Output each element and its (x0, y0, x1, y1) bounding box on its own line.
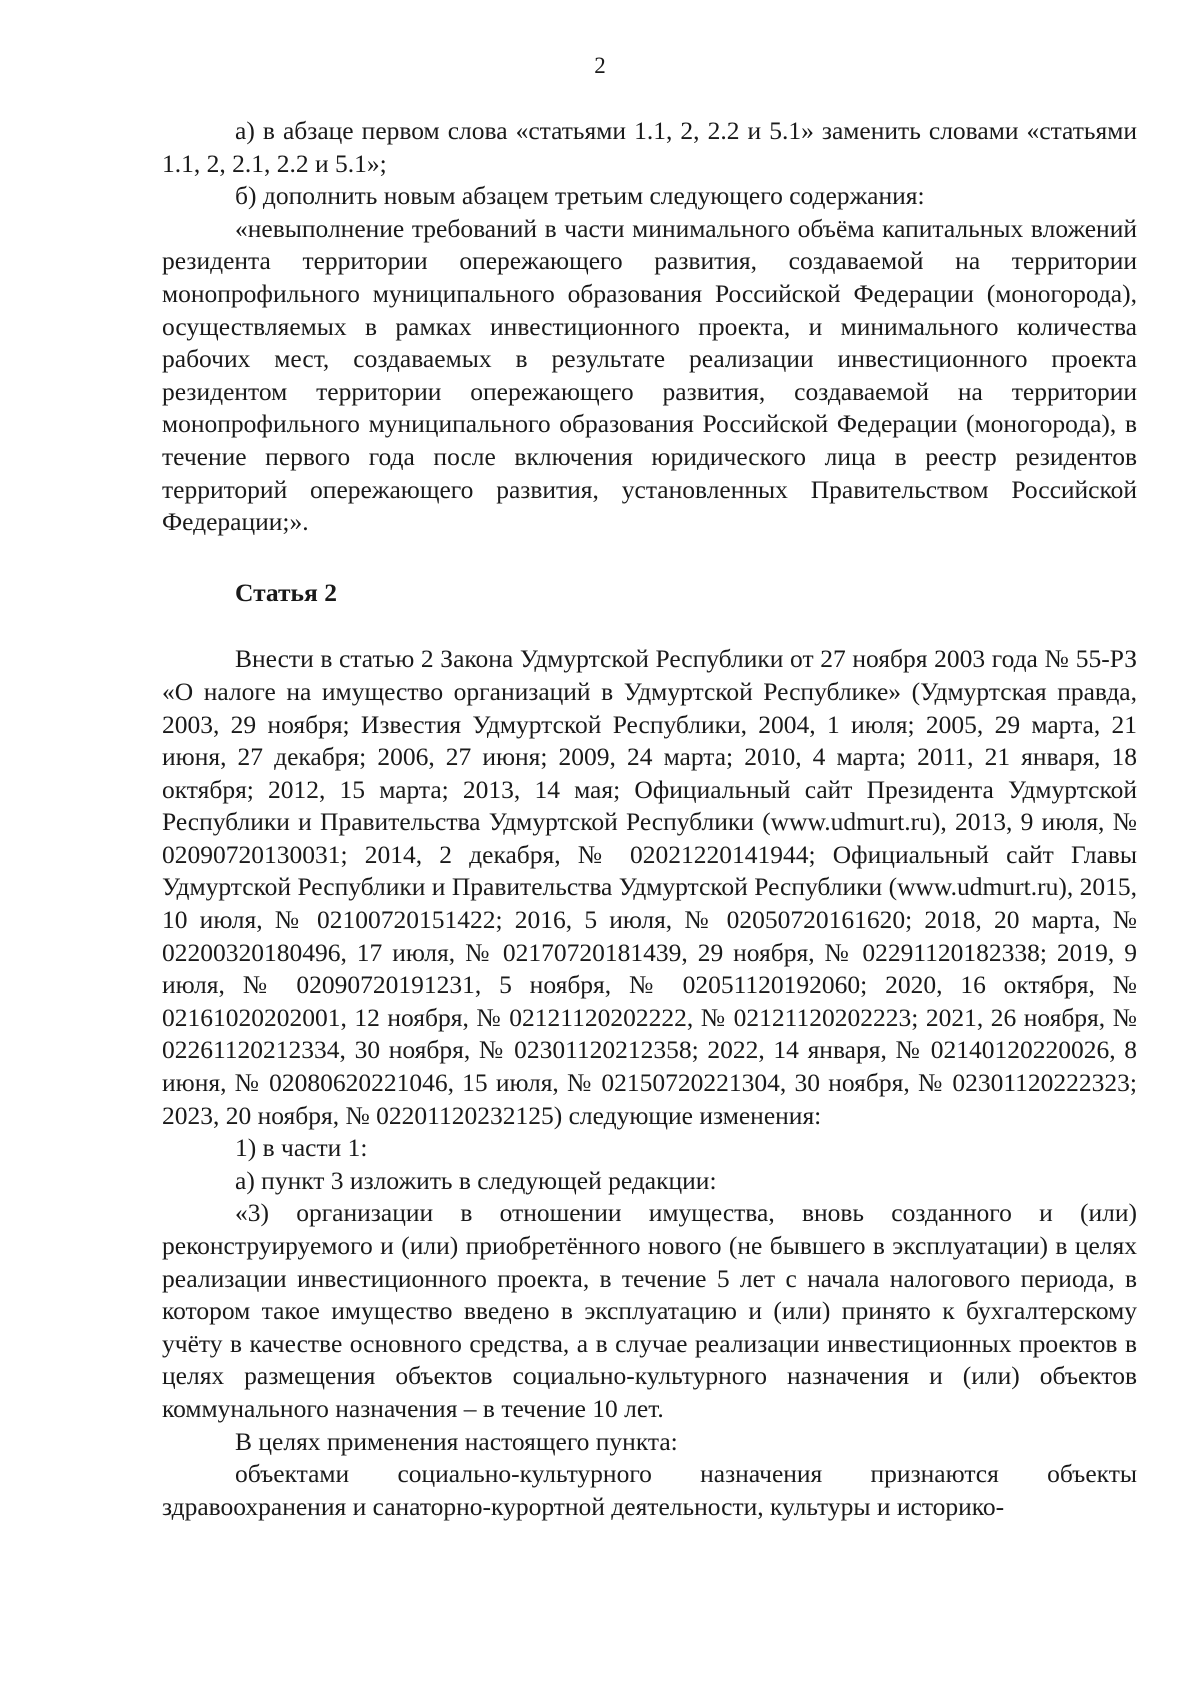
amendment-intro-paragraph: Внести в статью 2 Закона Удмуртской Республики от 27 ноября 2003 года № 55-РЗ «О налоге на имущество организаций в Удмуртской Республике» (Удмуртская правда, 2003, 29 ноября; Известия Удмуртской Республики, 2004, 1 июля; 2005, 29 марта, 21 июня, 27 декабря; 2006, 27 июня; 2009, 24 марта; 2010, 4 марта; 2011, 21 января, 18 октября; 2012, 15 марта; 2013, 14 мая; Официальный сайт Президента Удмуртской Республики и Правительства Удмуртской Республики (www.udmurt.ru), 2013, 9 июля, № 02090720130031; 2014, 2 декабря, № 02021220141944; Официальный сайт Главы Удмуртской Республики и Правительства Удмуртской Республики (www.udmurt.ru), 2015, 10 июля, № 02100720151422; 2016, 5 июля, № 02050720161620; 2018, 20 марта, № 02200320180496, 17 июля, № 02170720181439, 29 ноября, № 02291120182338; 2019, 9 июля, № 02090720191231, 5 ноября, № 02051120192060; 2020, 16 октября, № 02161020202001, 12 ноября, № 02121120202222, № 02121120202223; 2021, 26 ноября, № 02261120212334, 30 ноября, № 02301120212358; 2022, 14 января, № 02140120220026, 8 июня, № 02080620221046, 15 июля, № 02150720221304, 30 ноября, № 02301120222323; 2023, 20 ноября, № 02201120232125) следующие изменения: (162, 644, 1137, 1130)
document-body (162, 115, 1137, 1523)
clause-3-text: «3) организации в отношении имущества, вновь созданного и (или) реконструируемого и (или) приобретённого нового (не бывшего в эксплуатации) в целях реализации инвестиционного проекта, в течение 5 лет с начала налогового периода, в котором такое имущество введено в эксплуатацию и (или) принято к бухгалтерскому учёту в качестве основного средства, а в случае реализации инвестиционных проектов в целях размещения объектов социально-культурного назначения и (или) объектов коммунального назначения – в течение 10 лет. (162, 1198, 1137, 1423)
paragraph-item-b: б) дополнить новым абзацем третьим следующего содержания: (235, 181, 925, 211)
definitions-intro: В целях применения настоящего пункта: (235, 1426, 678, 1456)
part-1-item: 1) в части 1: (235, 1133, 368, 1163)
spacer (162, 539, 1137, 577)
clause-3-item: а) пункт 3 изложить в следующей редакции: (235, 1165, 717, 1195)
spacer (162, 609, 1137, 643)
quoted-paragraph: «невыполнение требований в части минимального объёма капитальных вложений резидента территории опережающего развития, создаваемой на территории монопрофильного муниципального образования Российской Федерации (моногорода), осуществляемых в рамках инвестиционного проекта, и минимального количества рабочих мест, создаваемых в результате реализации инвестиционного проекта резидентом территории опережающего развития, создаваемой на территории монопрофильного муниципального образования Российской Федерации (моногорода), в течение первого года после включения юридического лица в реестр резидентов территорий опережающего развития, установленных Правительством Российской Федерации;». (162, 213, 1137, 537)
page-number: 2 (594, 53, 606, 78)
article-heading: Статья 2 (235, 577, 337, 607)
definition-paragraph: объектами социально-культурного назначения признаются объекты здравоохранения и санаторно-курортной деятельности, культуры и историко- (162, 1459, 1137, 1521)
paragraph-item-a: а) в абзаце первом слова «статьями 1.1, 2, 2.2 и 5.1» заменить словами «статьями 1.1, 2, 2.1, 2.2 и 5.1»; (162, 116, 1137, 178)
